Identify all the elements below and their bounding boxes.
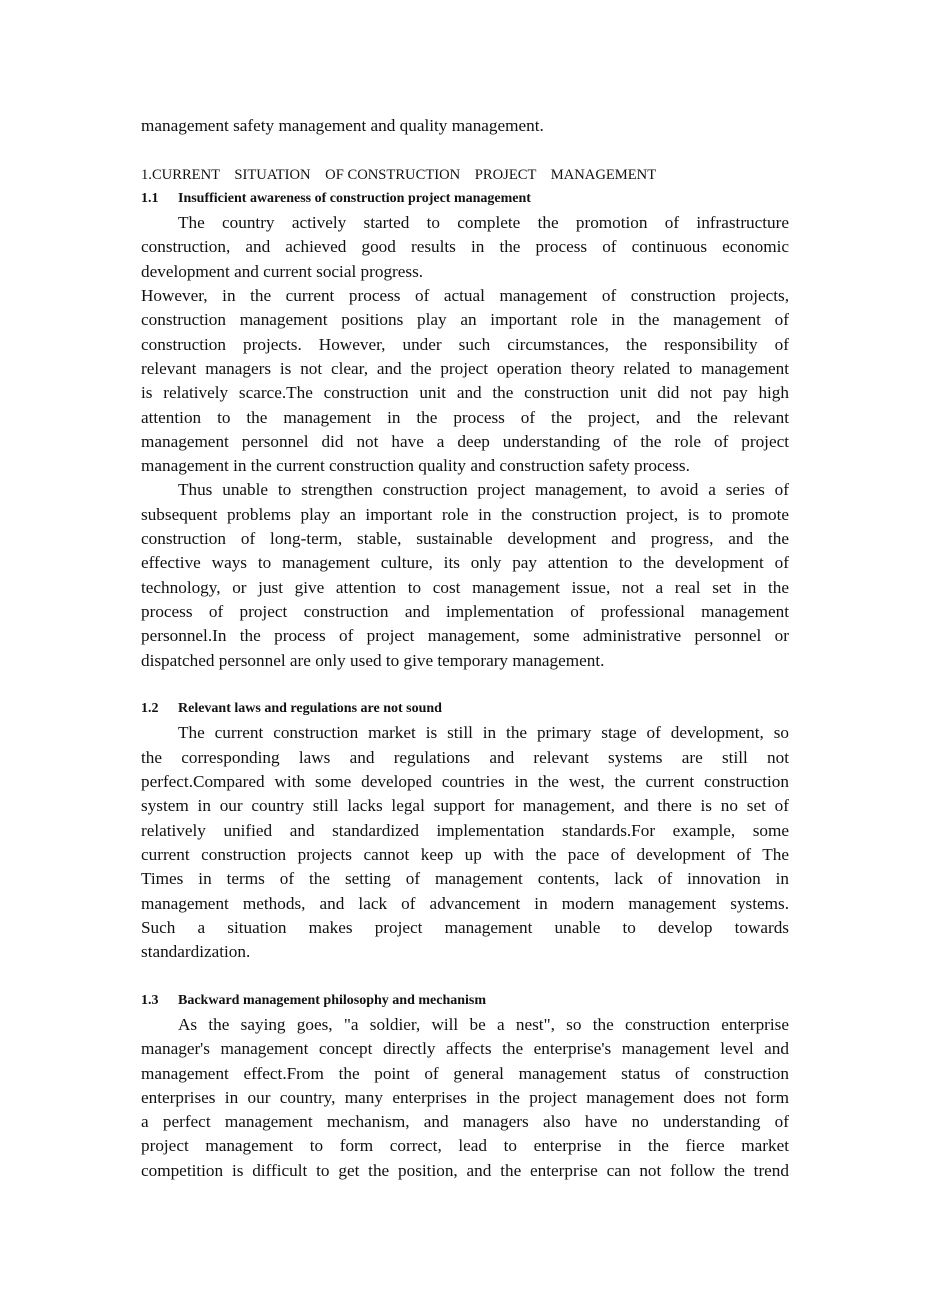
text-line: The country actively started to complete the promotion of infrastructure	[178, 213, 789, 233]
text-line: project management to form correct, lead to enterprise in the fierce market	[141, 1136, 789, 1156]
text-line: a perfect management mechanism, and managers also have no understanding of	[141, 1112, 789, 1132]
text-line: relevant managers is not clear, and the project operation theory related to management	[141, 358, 789, 378]
text-line: effective ways to management culture, its only pay attention to the development of	[141, 553, 789, 573]
text-line: Thus unable to strengthen construction project management, to avoid a series of	[178, 480, 789, 500]
paragraph	[141, 211, 789, 284]
text-line: subsequent problems play an important role in the construction project, is to promote	[141, 504, 789, 524]
subsection-heading	[141, 187, 789, 211]
text-line: construction of long-term, stable, sustainable development and progress, and the	[141, 529, 789, 549]
paragraph	[141, 1013, 789, 1183]
document-page	[141, 114, 789, 1183]
text-line: attention to the management in the process of the project, and the relevant	[141, 407, 789, 427]
text-line: construction projects. However, under such circumstances, the responsibility of	[141, 334, 789, 354]
text-line: However, in the current process of actual management of construction projects,	[141, 286, 789, 306]
paragraph	[141, 284, 789, 478]
subsection-title: Insufficient awareness of construction project management	[178, 190, 531, 206]
text-line: enterprises in our country, many enterprises in the project management does not form	[141, 1087, 789, 1107]
text-line: process of project construction and implementation of professional management	[141, 601, 789, 621]
subsection-number: 1.2	[141, 701, 159, 717]
text-line: the corresponding laws and regulations and relevant systems are still not	[141, 747, 789, 767]
section-heading: 1.CURRENT SITUATION OF CONSTRUCTION PROJECT MANAGEMENT	[141, 166, 657, 183]
subsection-heading	[141, 697, 789, 721]
text-line: construction, and achieved good results in the process of continuous economic	[141, 237, 789, 257]
text-line: Times in terms of the setting of management contents, lack of innovation in	[141, 869, 789, 889]
paragraph	[141, 478, 789, 672]
text-line: management methods, and lack of advancement in modern management systems.	[141, 893, 789, 913]
text-line: relatively unified and standardized implementation standards.For example, some	[141, 820, 789, 840]
text-line: The current construction market is still in the primary stage of development, so	[178, 723, 789, 743]
text-line: Such a situation makes project management unable to develop towards	[141, 917, 789, 937]
text-line: management effect.From the point of general management status of construction	[141, 1063, 789, 1083]
intro-line: management safety management and quality management.	[141, 116, 544, 135]
subsection-number: 1.3	[141, 992, 159, 1008]
subsection-number: 1.1	[141, 190, 159, 206]
text-line: personnel.In the process of project management, some administrative personnel or	[141, 626, 789, 646]
text-line: competition is difficult to get the position, and the enterprise can not follow the trend	[141, 1160, 789, 1180]
text-line: As the saying goes, "a soldier, will be a nest", so the construction enterprise	[178, 1014, 789, 1034]
subsection-title: Backward management philosophy and mechanism	[178, 992, 487, 1008]
text-line: system in our country still lacks legal support for management, and there is no set of	[141, 796, 789, 816]
paragraph	[141, 721, 789, 964]
text-line: standardization.	[141, 942, 251, 962]
text-line: management personnel did not have a deep understanding of the role of project	[141, 431, 789, 451]
text-line: construction management positions play an important role in the management of	[141, 310, 789, 330]
text-line: perfect.Compared with some developed countries in the west, the current construction	[141, 772, 789, 792]
text-line: development and current social progress.	[141, 261, 424, 281]
text-line: manager's management concept directly affects the enterprise's management level and	[141, 1039, 789, 1059]
text-line: management in the current construction quality and construction safety process.	[141, 456, 690, 476]
text-line: dispatched personnel are only used to give temporary management.	[141, 650, 605, 670]
text-line: is relatively scarce.The construction unit and the construction unit did not pay high	[141, 383, 789, 403]
subsection-title: Relevant laws and regulations are not sound	[178, 701, 442, 717]
subsection-heading	[141, 989, 789, 1013]
text-line: current construction projects cannot keep up with the pace of development of The	[141, 844, 789, 864]
text-line: technology, or just give attention to cost management issue, not a real set in the	[141, 577, 789, 597]
